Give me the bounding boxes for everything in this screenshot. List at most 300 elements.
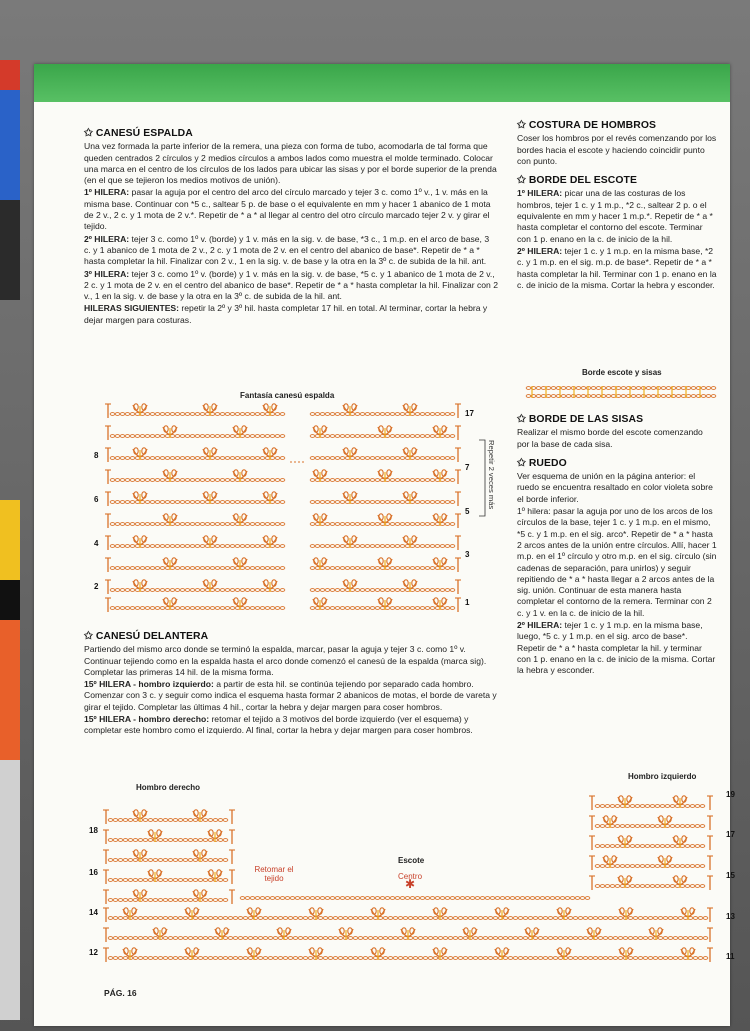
chain-stitch: [683, 937, 688, 940]
chain-stitch: [711, 387, 716, 390]
chain-stitch: [343, 957, 348, 960]
chain-stitch: [325, 457, 330, 460]
chain-stitch: [363, 957, 368, 960]
chain-stitch: [655, 865, 660, 868]
chart2-row-number: 15: [726, 871, 735, 880]
chain-stitch: [185, 567, 190, 570]
chain-stitch: [240, 897, 245, 900]
chain-stitch: [403, 917, 408, 920]
chain-stitch: [636, 395, 641, 398]
chain-stitch: [613, 937, 618, 940]
chain-stitch: [123, 899, 128, 902]
edge-color-block: [0, 620, 20, 760]
chain-stitch: [611, 387, 616, 390]
chain-stitch: [163, 819, 168, 822]
chain-stitch: [353, 957, 358, 960]
chain-stitch: [220, 545, 225, 548]
chain-stitch: [340, 457, 345, 460]
chain-stitch: [200, 479, 205, 482]
chain-stitch: [700, 865, 705, 868]
chain-stitch: [463, 957, 468, 960]
chain-stitch: [178, 957, 183, 960]
chain-stitch: [310, 607, 315, 610]
chain-stitch: [648, 917, 653, 920]
chain-stitch: [155, 457, 160, 460]
intro-paragraph: Partiendo del mismo arco donde se terminó la espalda, marcar, pasar la aguja y tejer 3 c. como 1º v. Continuar tejiendo como en la espalda hasta el arco donde comenzó el canesú de la espalda (marca sig). Completar las primeras 14 hil. de la misma forma.: [84, 644, 487, 677]
chain-stitch: [701, 395, 706, 398]
chain-stitch: [435, 501, 440, 504]
chain-stitch: [185, 589, 190, 592]
chain-stitch: [410, 607, 415, 610]
chain-stitch: [706, 387, 711, 390]
chain-stitch: [355, 457, 360, 460]
chain-stitch: [655, 825, 660, 828]
chain-stitch: [630, 805, 635, 808]
chain-stitch: [383, 957, 388, 960]
chain-stitch: [420, 607, 425, 610]
chain-stitch: [245, 501, 250, 504]
chain-stitch: [360, 435, 365, 438]
chain-stitch: [153, 819, 158, 822]
chain-stitch: [581, 387, 586, 390]
chain-stitch: [133, 899, 138, 902]
chart1-row-number: 2: [94, 582, 99, 591]
chain-stitch: [360, 457, 365, 460]
chain-stitch: [445, 501, 450, 504]
chain-stitch: [243, 957, 248, 960]
chain-stitch: [470, 897, 475, 900]
row-text: retomar el tejido a 3 motivos del borde izquierdo (ver el esquema) y completar este hombro como el izquierdo. Al final, cortar la hebra y dejar margen para coser hombros.: [84, 714, 473, 736]
chain-stitch: [375, 897, 380, 900]
chain-stitch: [355, 897, 360, 900]
chain-stitch: [430, 435, 435, 438]
chain-stitch: [618, 937, 623, 940]
chain-stitch: [195, 567, 200, 570]
chain-stitch: [130, 567, 135, 570]
chain-stitch: [163, 839, 168, 842]
chain-stitch: [651, 387, 656, 390]
chain-stitch: [395, 589, 400, 592]
chain-stitch: [278, 917, 283, 920]
chain-stitch: [425, 501, 430, 504]
chain-stitch: [193, 899, 198, 902]
chain-stitch: [575, 897, 580, 900]
chain-stitch: [148, 819, 153, 822]
chain-stitch: [568, 937, 573, 940]
chain-stitch: [598, 937, 603, 940]
chain-stitch: [188, 839, 193, 842]
chain-stitch: [300, 897, 305, 900]
chain-stitch: [665, 845, 670, 848]
chain-stitch: [130, 479, 135, 482]
chain-stitch: [110, 413, 115, 416]
chain-stitch: [668, 917, 673, 920]
chain-stitch: [335, 479, 340, 482]
chain-stitch: [218, 879, 223, 882]
chain-stitch: [280, 607, 285, 610]
chain-stitch: [395, 435, 400, 438]
hombro-izquierdo-label: Hombro izquierdo: [628, 772, 697, 781]
chain-stitch: [570, 897, 575, 900]
chain-stitch: [350, 523, 355, 526]
chain-stitch: [120, 413, 125, 416]
chain-stitch: [148, 917, 153, 920]
chain-stitch: [646, 395, 651, 398]
chain-stitch: [215, 567, 220, 570]
chain-stitch: [443, 937, 448, 940]
chain-stitch: [310, 545, 315, 548]
chain-stitch: [213, 937, 218, 940]
chain-stitch: [113, 917, 118, 920]
edge-color-block: [0, 200, 20, 300]
row-label: 1º HILERA:: [517, 188, 563, 199]
chain-stitch: [308, 937, 313, 940]
chain-stitch: [400, 589, 405, 592]
intro-paragraph: Una vez formada la parte inferior de la remera, una pieza con forma de tubo, acomodarla de tal forma que queden centrados 2 círculos y 2 medios círculos a ambos lados como muestra el molde terminado. Colocar una marca en el centro de los círculos de los lados para ubicar las sisas y por el borde superior de la prenda (en el que se tejieron los medios motivos de unión).: [84, 141, 497, 186]
chain-stitch: [310, 435, 315, 438]
chain-stitch: [663, 937, 668, 940]
chain-stitch: [400, 567, 405, 570]
chain-stitch: [195, 435, 200, 438]
chain-stitch: [370, 435, 375, 438]
chain-stitch: [228, 937, 233, 940]
chain-stitch: [268, 957, 273, 960]
chain-stitch: [225, 589, 230, 592]
chain-stitch: [463, 937, 468, 940]
chart1-row-number: 17: [465, 409, 474, 418]
chain-stitch: [515, 897, 520, 900]
chain-stitch: [663, 917, 668, 920]
chain-stitch: [560, 897, 565, 900]
chain-stitch: [483, 917, 488, 920]
chain-stitch: [120, 479, 125, 482]
chain-stitch: [175, 567, 180, 570]
chain-stitch: [598, 917, 603, 920]
chain-stitch: [260, 479, 265, 482]
chain-stitch: [400, 435, 405, 438]
chain-stitch: [546, 387, 551, 390]
chain-stitch: [546, 395, 551, 398]
chain-stitch: [420, 589, 425, 592]
chain-stitch: [681, 395, 686, 398]
centro-label: Centro: [398, 872, 423, 881]
chain-stitch: [691, 395, 696, 398]
chain-stitch: [115, 607, 120, 610]
chain-stitch: [358, 957, 363, 960]
chain-stitch: [210, 607, 215, 610]
chain-stitch: [345, 897, 350, 900]
chain-stitch: [303, 937, 308, 940]
chain-stitch: [263, 957, 268, 960]
chain-stitch: [173, 937, 178, 940]
star-icon: ✩: [84, 128, 93, 139]
row-2-instructions: [84, 234, 498, 268]
chain-stitch: [230, 501, 235, 504]
chain-stitch: [375, 479, 380, 482]
chain-stitch: [250, 545, 255, 548]
chain-stitch: [548, 957, 553, 960]
chain-stitch: [203, 839, 208, 842]
chain-stitch: [458, 917, 463, 920]
chain-stitch: [150, 523, 155, 526]
chain-stitch: [135, 435, 140, 438]
chain-stitch: [666, 395, 671, 398]
chain-stitch: [120, 523, 125, 526]
chain-stitch: [390, 501, 395, 504]
chain-stitch: [330, 523, 335, 526]
chain-stitch: [183, 957, 188, 960]
chain-stitch: [400, 607, 405, 610]
chain-stitch: [258, 957, 263, 960]
chain-stitch: [395, 897, 400, 900]
chain-stitch: [380, 413, 385, 416]
chain-stitch: [425, 589, 430, 592]
chain-stitch: [245, 897, 250, 900]
chain-stitch: [566, 395, 571, 398]
chain-stitch: [508, 957, 513, 960]
chain-stitch: [273, 957, 278, 960]
chain-stitch: [330, 897, 335, 900]
chain-stitch: [145, 413, 150, 416]
chain-stitch: [248, 957, 253, 960]
chain-stitch: [150, 589, 155, 592]
chain-stitch: [230, 413, 235, 416]
chain-stitch: [440, 413, 445, 416]
chain-stitch: [370, 501, 375, 504]
chain-stitch: [168, 859, 173, 862]
chain-stitch: [340, 479, 345, 482]
chain-stitch: [375, 523, 380, 526]
chain-stitch: [230, 523, 235, 526]
chain-stitch: [450, 567, 455, 570]
chain-stitch: [585, 897, 590, 900]
chain-stitch: [200, 545, 205, 548]
chain-stitch: [155, 413, 160, 416]
chain-stitch: [358, 917, 363, 920]
star-icon: ✩: [517, 120, 526, 131]
chain-stitch: [270, 523, 275, 526]
chain-stitch: [695, 885, 700, 888]
chain-stitch: [153, 937, 158, 940]
chain-stitch: [568, 917, 573, 920]
chain-stitch: [450, 479, 455, 482]
chain-stitch: [603, 957, 608, 960]
chain-stitch: [693, 957, 698, 960]
chain-stitch: [435, 589, 440, 592]
chain-stitch: [670, 805, 675, 808]
chain-stitch: [623, 937, 628, 940]
chain-stitch: [143, 957, 148, 960]
chain-stitch: [130, 501, 135, 504]
sisas-title: BORDE DE LAS SISAS: [528, 414, 644, 425]
row-text: tejer 1 c. y 1 m.p. en la misma base, luego, *5 c. y 1 m.p. en el sig. arco de base*. Repetir de * a * hasta completar la hil. y terminar con 1 p. enano en la c. de inicio de la misma. Cortar la hebra y esconder.: [517, 620, 716, 676]
chain-stitch: [145, 435, 150, 438]
row-text: pasar la aguja por el centro del arco del círculo marcado y tejer 3 c. como 1º v., 1 v. más en la misma base. Continuar con *5 c., saltear 5 p. de base o el equivalente en mm y hacer 1 abanico de 1 mota de 2 v., 2 c. y 1 mota de 2 v.*. Repetir de * a * al llegar al centro del otro círculo marcado tejer 2 v. y girar el tejido.: [84, 187, 491, 232]
chain-stitch: [603, 917, 608, 920]
chain-stitch: [275, 545, 280, 548]
chain-stitch: [488, 957, 493, 960]
chain-stitch: [430, 607, 435, 610]
chain-stitch: [208, 839, 213, 842]
chain-stitch: [360, 501, 365, 504]
chain-stitch: [200, 501, 205, 504]
chain-stitch: [223, 859, 228, 862]
row-3-instructions: [84, 269, 498, 303]
chain-stitch: [160, 479, 165, 482]
chain-stitch: [400, 897, 405, 900]
chain-stitch: [250, 501, 255, 504]
chain-stitch: [220, 435, 225, 438]
chain-stitch: [115, 457, 120, 460]
chain-stitch: [185, 457, 190, 460]
chain-stitch: [678, 937, 683, 940]
chain-stitch: [220, 479, 225, 482]
chain-stitch: [420, 897, 425, 900]
escote-row-1: [517, 188, 717, 244]
chain-stitch: [583, 937, 588, 940]
chain-stitch: [335, 457, 340, 460]
chain-stitch: [443, 917, 448, 920]
chain-stitch: [245, 435, 250, 438]
chain-stitch: [273, 917, 278, 920]
chain-stitch: [280, 545, 285, 548]
chain-stitch: [600, 845, 605, 848]
chain-stitch: [333, 917, 338, 920]
right-column-lower: [517, 414, 717, 678]
chain-stitch: [596, 387, 601, 390]
chain-stitch: [423, 917, 428, 920]
chain-stitch: [355, 567, 360, 570]
chain-stitch: [581, 395, 586, 398]
chain-stitch: [225, 501, 230, 504]
chain-stitch: [603, 937, 608, 940]
chain-stitch: [543, 917, 548, 920]
chain-stitch: [473, 917, 478, 920]
row-text: pasar la aguja por uno de los arcos de los círculos de la base, tejer 1 c. y 1 m.p. en el mismo, *5 c. y 1 m.p. en el sig. arco*. Repetir de * a * hasta 2 arcos antes de la unión entre círculos. Allí, hacer 1 m.p. en el 1º círculo y otro m.p. en el sig. círculo (sin cadenas de separación, para unirlos) y seguir repitiendo de * a * hasta llegar a 2 arcos antes de la sig. unión. Continuar de esta manera hasta completar el contorno de la remera. Terminar con 2 c. y 1 v. en la c. de inicio de la hil.: [517, 506, 717, 618]
chain-stitch: [433, 957, 438, 960]
chain-stitch: [405, 567, 410, 570]
chain-stitch: [190, 479, 195, 482]
row-15-left-instructions: [84, 679, 498, 713]
chain-stitch: [160, 567, 165, 570]
chain-stitch: [355, 479, 360, 482]
chain-stitch: [428, 957, 433, 960]
ruedo-row-2: [517, 620, 717, 676]
chain-stitch: [553, 957, 558, 960]
chain-stitch: [385, 897, 390, 900]
chain-stitch: [373, 937, 378, 940]
chain-stitch: [205, 607, 210, 610]
canesu-espalda-title: CANESÚ ESPALDA: [95, 128, 193, 139]
chain-stitch: [278, 957, 283, 960]
chain-stitch: [383, 917, 388, 920]
chain-stitch: [543, 957, 548, 960]
chain-stitch: [638, 937, 643, 940]
chain-stitch: [526, 387, 531, 390]
chain-stitch: [160, 607, 165, 610]
chain-stitch: [193, 917, 198, 920]
chain-stitch: [115, 523, 120, 526]
chain-stitch: [193, 937, 198, 940]
row-text: tejer 3 c. como 1º v. (borde) y 1 v. más en la sig. v. de base, *5 c. y 1 abanico de 1 mota de 2 v., 2 c. y 1 mota de 2 v. en el centro del abanico de base*. Repetir de * a * hasta completar la hil. Finalizar con 2 v., 1 en la sig. v. de base y la otra en la 3º c. de subida de la hil. ant.: [84, 268, 499, 302]
chain-stitch: [230, 589, 235, 592]
chain-stitch: [195, 413, 200, 416]
chain-stitch: [175, 457, 180, 460]
chain-stitch: [280, 479, 285, 482]
chain-stitch: [143, 879, 148, 882]
chain-stitch: [133, 937, 138, 940]
chain-stitch: [255, 567, 260, 570]
chain-stitch: [395, 545, 400, 548]
chain-stitch: [113, 957, 118, 960]
chain-stitch: [208, 937, 213, 940]
chain-stitch: [445, 413, 450, 416]
chain-stitch: [528, 957, 533, 960]
chain-stitch: [225, 545, 230, 548]
chain-stitch: [370, 607, 375, 610]
chain-stitch: [320, 897, 325, 900]
row-text: a partir de esta hil. se continúa tejiendo por separado cada hombro. Comenzar con 3 c. y seguir como indica el esquema hasta formar 2 abanicos de motas, el borde de vareta y girar el tejido. Completar las últimas 4 hil., cortar la hebra y dejar margen para coser hombros.: [84, 679, 497, 712]
chain-stitch: [208, 879, 213, 882]
chain-stitch: [283, 917, 288, 920]
chain-stitch: [260, 567, 265, 570]
edge-color-block: [0, 760, 20, 1020]
chain-stitch: [648, 937, 653, 940]
chain-stitch: [275, 435, 280, 438]
chain-stitch: [408, 957, 413, 960]
chain-stitch: [335, 501, 340, 504]
chain-stitch: [215, 501, 220, 504]
chain-stitch: [255, 435, 260, 438]
chain-stitch: [375, 501, 380, 504]
chain-stitch: [410, 523, 415, 526]
chain-stitch: [400, 501, 405, 504]
chain-stitch: [310, 589, 315, 592]
chain-stitch: [345, 523, 350, 526]
chain-stitch: [433, 937, 438, 940]
chain-stitch: [350, 897, 355, 900]
chain-stitch: [418, 917, 423, 920]
chain-stitch: [605, 845, 610, 848]
chain-stitch: [160, 589, 165, 592]
chain-stitch: [108, 839, 113, 842]
chain-stitch: [155, 435, 160, 438]
chain-stitch: [635, 805, 640, 808]
chain-stitch: [143, 859, 148, 862]
chain-stitch: [360, 479, 365, 482]
chain-stitch: [215, 607, 220, 610]
chain-stitch: [425, 897, 430, 900]
chain-stitch: [260, 897, 265, 900]
chain-stitch: [630, 885, 635, 888]
chain-stitch: [450, 413, 455, 416]
chain-stitch: [205, 567, 210, 570]
chain-stitch: [380, 589, 385, 592]
chain-stitch: [163, 917, 168, 920]
chain-stitch: [665, 805, 670, 808]
chain-stitch: [690, 825, 695, 828]
chain-stitch: [450, 897, 455, 900]
chain-stitch: [360, 523, 365, 526]
chain-stitch: [113, 819, 118, 822]
chain-stitch: [453, 917, 458, 920]
chain-stitch: [606, 395, 611, 398]
chain-stitch: [148, 879, 153, 882]
chain-stitch: [298, 957, 303, 960]
chain-stitch: [675, 825, 680, 828]
chain-stitch: [115, 413, 120, 416]
chain-stitch: [591, 395, 596, 398]
